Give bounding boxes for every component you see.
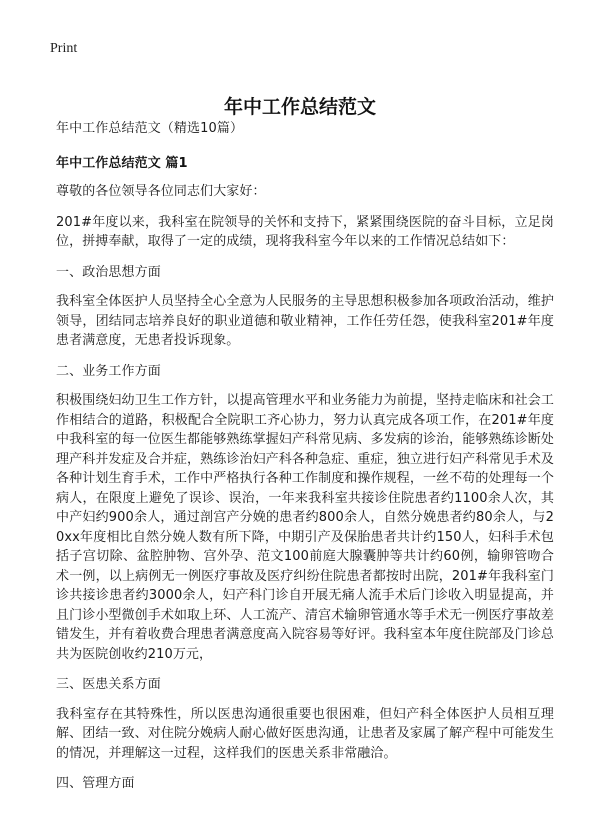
print-link[interactable]: Print [50, 41, 78, 56]
intro-paragraph: 201#年度以来，我科室在院领导的关怀和支持下，紧紧围绕医院的奋斗目标，立足岗位，拼搏奉献，取得了一定的成绩，现将我科室今年以来的工作情况总结如下： [56, 214, 554, 249]
greeting-paragraph: 尊敬的各位领导各位同志们大家好： [56, 184, 266, 199]
section-heading-relations: 三、医患关系方面 [56, 677, 161, 692]
document-body [56, 119, 554, 804]
section-body-business: 积极围绕妇幼卫生工作方针，以提高管理水平和业务能力为前提，坚持走临床和社会工作相结合的道路，积极配合全院职工齐心协力，努力认真完成各项工作，在201#年度中我科室的每一位医生都能够熟练掌握妇产科常见病、多发病的诊治，能够熟练诊断处理产科并发症及合并症，熟练诊治妇产科各种急症、重症，独立进行妇产科常见手术及各种计划生育手术，工作中严格执行各种工作制度和操作规程，一丝不苟的处理每一个病人，在限度上避免了误诊、误治，一年来我科室共接诊住院患者约1100余人次，其中产妇约900余人，通过剖宫产分娩的患者约800余人，自然分娩患者约80余人，与20xx年度相比自然分娩人数有所下降，中期引产及保胎患者共计约150人，妇科手术包括子宫切除、盆腔肿物、宫外孕、范文100前庭大腺囊肿等共计约60例，输卵管吻合术一例，以上病例无一例医疗事故及医疗纠纷住院患者都按时出院，201#年我科室门诊共接诊患者约3000余人，妇产科门诊自开展无痛人流手术后门诊收入明显提高，并且门诊小型微创手术如取上环、人工流产、清宫术输卵管通水等手术无一例医疗事故差错发生，并有着收费合理患者满意度高入院容易等好评。我科室本年度住院部及门诊总共为医院创收约210万元， [56, 393, 554, 662]
section-heading-management: 四、管理方面 [56, 776, 135, 791]
article-heading: 年中工作总结范文 篇1 [56, 155, 188, 171]
section-heading-politics: 一、政治思想方面 [56, 264, 161, 280]
section-body-relations: 我科室存在其特殊性，所以医患沟通很重要也很困难，但妇产科全体医护人员相互理解、团结一致、对住院分娩病人耐心做好医患沟通，让患者及家属了解产程中可能发生的情况，并理解这一过程，这样我们的医患关系非常融洽。 [56, 706, 554, 761]
section-heading-business: 二、业务工作方面 [56, 363, 161, 379]
page-title: 年中工作总结范文 [223, 95, 376, 118]
document-subtitle: 年中工作总结范文（精选10篇） [56, 121, 244, 136]
section-body-politics: 我科室全体医护人员坚持全心全意为人民服务的主导思想积极参加各项政治活动，维护领导，团结同志培养良好的职业道德和敬业精神，工作任劳任怨，使我科室201#年度患者满意度，无患者投诉现象。 [56, 294, 554, 348]
